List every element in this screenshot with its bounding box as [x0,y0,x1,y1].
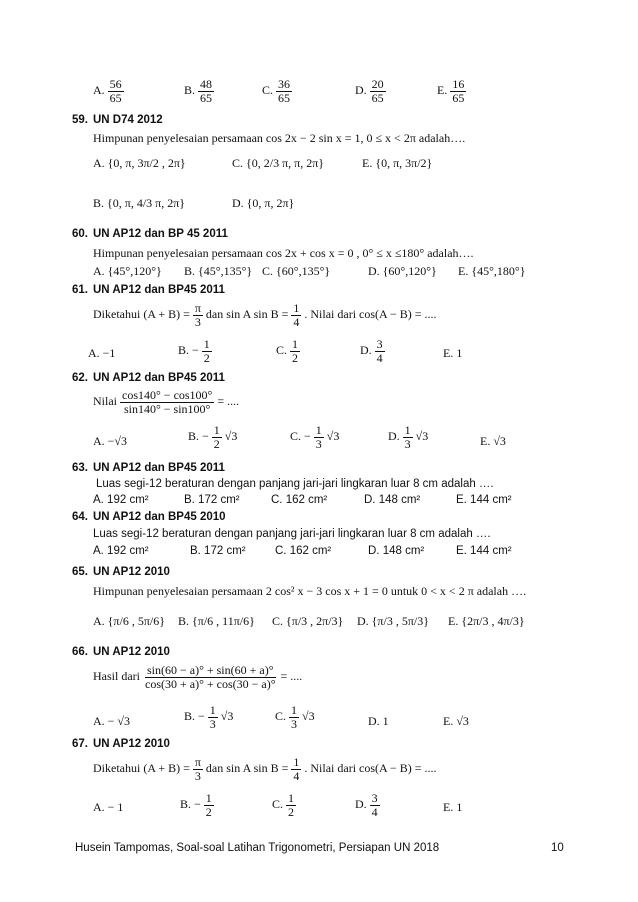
answer-option: E. 144 cm² [456,494,512,506]
answer-option: A. − √3 [93,714,131,728]
question-number: 60. [72,228,88,240]
question-text: Diketahui (A + B) = $\frac{\pi}{3}$ dan sin A sin B = $\frac{1}{4}$ . Nilai dari cos(A − B) = .... [93,301,437,329]
answer-option: D. 148 cm² [368,545,425,557]
answer-option: E. {2π/3 , 4π/3} [448,614,525,628]
answer-option: E. √3 [443,714,469,728]
answer-option: A. 192 cm² [93,494,149,506]
question-text: Nilai $\frac{\cos 140^\circ - \cos 100^\circ}{\sin 140^\circ - \sin 100^\circ}$ = .... [93,388,240,416]
question-text: Hasil dari $\frac{\sin(60 - a)^\circ + \sin(60 + a)^\circ}{\cos(30 + a)^\circ + \cos(30 - a)^\circ}$ = .... [93,663,303,691]
answer-option: C. {60°,135°} [262,264,331,278]
answer-option: E. 144 cm² [456,545,512,557]
answer-option: D. {60°,120°} [368,264,437,278]
answer-option: A. $\frac{56}{65}$ [93,77,122,105]
question-number: 59. [72,114,88,126]
answer-option: E. 1 [443,346,463,360]
answer-option: A. {π/6 , 5π/6} [93,614,165,628]
answer-option: B. 172 cm² [190,545,246,557]
answer-option: A. −√3 [93,434,128,448]
question-number: 62. [72,372,88,384]
question-text: Luas segi-12 beraturan dengan panjang jari-jari lingkaran luar 8 cm adalah …. [93,528,491,540]
answer-option: E. 1 [443,800,463,814]
answer-option: C. 162 cm² [275,545,332,557]
question-title: UN AP12 dan BP 45 2011 [93,228,228,240]
question-number: 61. [72,284,88,296]
answer-option: B. − $\frac{1}{2}$ √3 [188,423,238,451]
question-title: UN AP12 dan BP45 2011 [93,462,225,474]
question-number: 67. [72,738,88,750]
question-text: Himpunan penyelesaian persamaan cos 2x + cos x = 0 , 0° ≤ x ≤180° adalah…. [93,246,474,260]
answer-option: D. $\frac{20}{65}$ [355,77,384,105]
answer-option: C. 162 cm² [271,494,328,506]
answer-option: E. √3 [480,434,506,448]
answer-option: D. $\frac{1}{3}$ √3 [388,423,429,451]
answer-option: A. {0, π, 3π/2 , 2π} [93,156,186,170]
question-title: UN D74 2012 [93,114,163,126]
answer-option: B. 172 cm² [184,494,240,506]
question-title: UN AP12 2010 [93,566,170,578]
answer-option: B. {0, π, 4/3 π, 2π} [93,196,186,210]
answer-option: C. {π/3 , 2π/3} [272,614,344,628]
question-title: UN AP12 dan BP45 2010 [93,511,226,523]
answer-option: C. − $\frac{1}{3}$ √3 [290,423,340,451]
answer-option: A. 192 cm² [93,545,149,557]
answer-option: B. {π/6 , 11π/6} [178,614,255,628]
question-text: Luas segi-12 beraturan dengan panjang jari-jari lingkaran luar 8 cm adalah …. [96,478,494,490]
question-number: 64. [72,511,88,523]
answer-option: A. {45°,120°} [93,264,162,278]
page-number: 10 [551,842,564,854]
question-title: UN AP12 2010 [93,646,170,658]
answer-option: D. $\frac{3}{4}$ [355,791,378,819]
answer-option: E. {45°,180°} [458,264,526,278]
question-title: UN AP12 2010 [93,738,170,750]
question-text: Diketahui (A + B) = $\frac{\pi}{3}$ dan sin A sin B = $\frac{1}{4}$ . Nilai dari cos(A − B) = .... [93,755,437,783]
answer-option: E. {0, π, 3π/2} [362,156,433,170]
question-title: UN AP12 dan BP45 2011 [93,372,225,384]
question-number: 63. [72,462,88,474]
question-text: Himpunan penyelesaian persamaan cos 2x − 2 sin x = 1, 0 ≤ x < 2π adalah…. [93,131,466,145]
question-number: 65. [72,566,88,578]
answer-option: C. $\frac{36}{65}$ [262,77,291,105]
answer-option: D. 1 [368,714,389,728]
answer-option: C. {0, 2/3 π, π, 2π} [232,156,325,170]
question-number: 66. [72,646,88,658]
answer-option: B. {45°,135°} [184,264,253,278]
answer-option: A. −1 [88,346,116,360]
answer-option: D. {0, π, 2π} [232,196,295,210]
answer-option: A. − 1 [93,800,124,814]
answer-option: C. $\frac{1}{2}$ [276,337,299,365]
question-text: Himpunan penyelesaian persamaan 2 cos² x − 3 cos x + 1 = 0 untuk 0 < x < 2 π adalah …. [93,584,527,598]
answer-option: C. $\frac{1}{2}$ [272,791,295,819]
answer-option: D. $\frac{3}{4}$ [360,337,383,365]
answer-option: B. $\frac{48}{65}$ [184,77,213,105]
answer-option: D. {π/3 , 5π/3} [357,614,429,628]
answer-option: B. − $\frac{1}{3}$ √3 [184,703,234,731]
answer-option: C. $\frac{1}{3}$ √3 [275,703,315,731]
answer-option: D. 148 cm² [364,494,421,506]
answer-option: B. − $\frac{1}{2}$ [178,337,210,365]
page-footer: Husein Tampomas, Soal-soal Latihan Trigonometri, Persiapan UN 2018 [75,842,440,854]
answer-option: B. − $\frac{1}{2}$ [180,791,212,819]
answer-option: E. $\frac{16}{65}$ [437,77,465,105]
question-title: UN AP12 dan BP45 2011 [93,284,225,296]
